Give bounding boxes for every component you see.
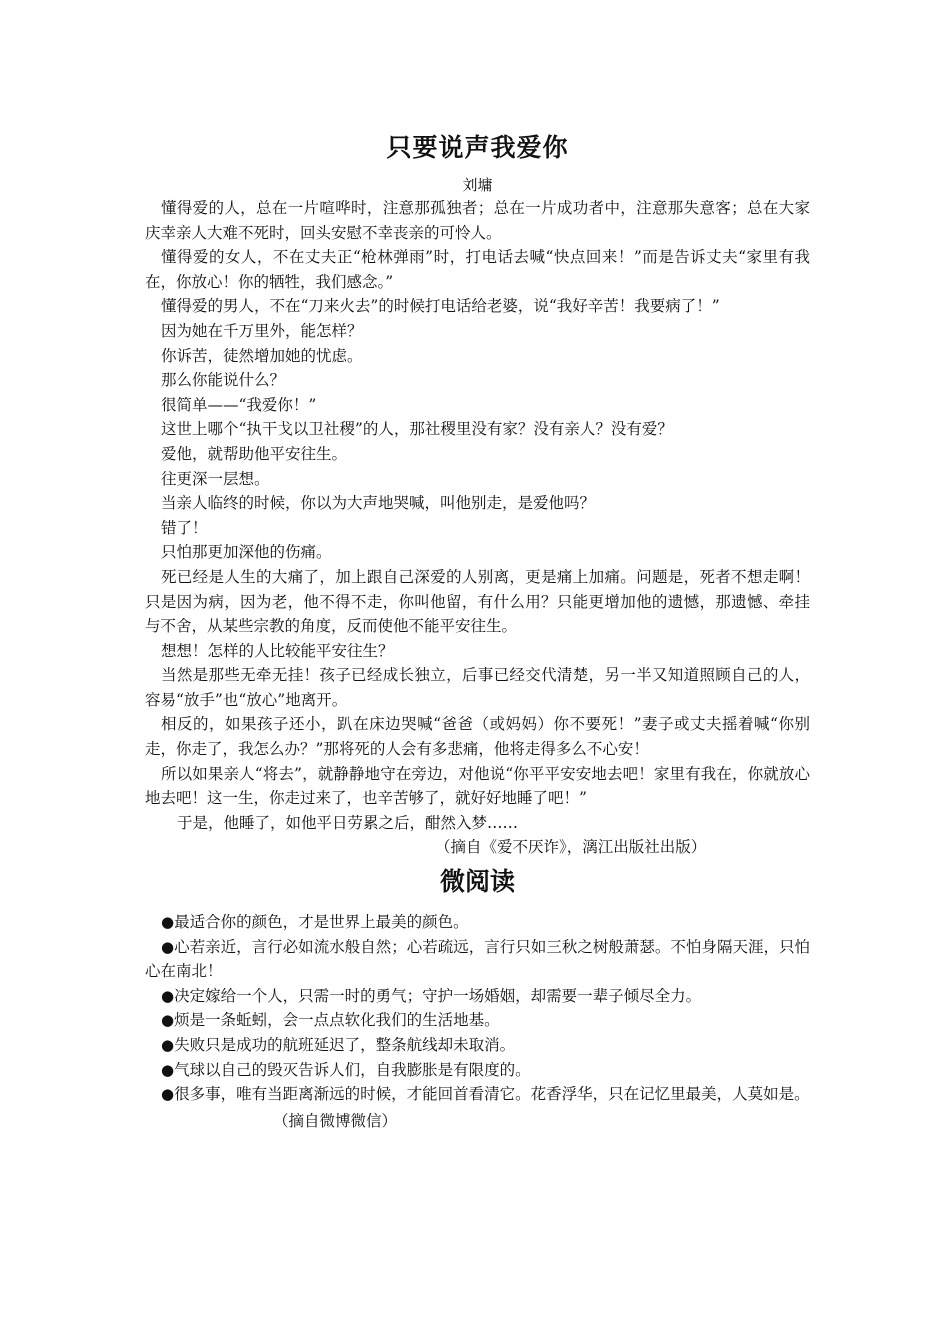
- list-item-text: 很多事，唯有当距离渐远的时候，才能回首看清它。花香浮华，只在记忆里最美，人莫如是。: [174, 1085, 810, 1104]
- list-item-text: 决定嫁给一个人，只需一时的勇气；守护一场婚姻，却需要一辈子倾尽全力。: [174, 986, 702, 1005]
- article-paragraph: 想想！怎样的人比较能平安往生？: [161, 641, 394, 660]
- article-paragraph: 当亲人临终的时候，你以为大声地哭喊，叫他别走，是爱他吗？: [161, 494, 596, 513]
- bullet-icon: ●: [161, 1085, 175, 1104]
- article-author: 刘墉: [462, 176, 493, 194]
- list-item: [145, 1008, 810, 1033]
- article-paragraph: 这世上哪个“执干戈以卫社稷”的人，那社稷里没有家？没有亲人？没有爱？: [161, 420, 673, 439]
- list-item-text: 最适合你的颜色，才是世界上最美的颜色。: [174, 913, 469, 932]
- article-paragraph: 那么你能说什么？: [161, 371, 286, 390]
- article-paragraph: 所以如果亲人“将去”，就静静地守在旁边，对他说“你平平安安地去吧！家里有我在，你就放心地去吧！这一生，你走过来了，也辛苦够了，就好好地睡了吧！”: [145, 764, 810, 808]
- bullet-icon: ●: [161, 1036, 175, 1054]
- article-paragraph: 错了！: [161, 518, 208, 537]
- bullet-icon: ●: [161, 913, 175, 932]
- list-item-text: 心若亲近，言行必如流水般自然；心若疏远，言行只如三秋之树般萧瑟。不怕身隔天涯，只怕心在南北！: [145, 937, 810, 981]
- list-item: [145, 1033, 810, 1058]
- article-paragraph: 于是，他睡了，如他平日劳累之后，酣然入梦……: [177, 813, 519, 832]
- article-paragraph: 死已经是人生的大痛了，加上跟自己深爱的人别离，更是痛上加痛。问题是，死者不想走啊！只是因为病，因为老，他不得不走，你叫他留，有什么用？只能更增加他的遗憾，那遗憾、牵挂与不舍，从某些宗教的角度，反而使他不能平安往生。: [145, 567, 810, 636]
- article-paragraph: 相反的，如果孩子还小，趴在床边哭喊“爸爸（或妈妈）你不要死！”妻子或丈夫摇着喊“你别走，你走了，我怎么办？”那将死的人会有多悲痛，他将走得多么不心安！: [145, 715, 810, 759]
- list-item: [145, 935, 810, 984]
- article-source: （摘自《爱不厌诈》，漓江出版社出版）: [435, 838, 707, 857]
- list-item-text: 气球以自己的毁灭告诉人们，自我膨胀是有限度的。: [174, 1060, 531, 1079]
- article-paragraph: 当然是那些无牵无挂！孩子已经成长独立，后事已经交代清楚，另一半又知道照顾自己的人，容易“放手”也“放心”地离开。: [145, 666, 810, 709]
- article-paragraph: 懂得爱的男人，不在“刀来火去”的时候打电话给老婆，说“我好辛苦！我要病了！”: [161, 297, 720, 316]
- document-page: [145, 128, 810, 1133]
- list-item: [145, 1082, 810, 1107]
- bullet-icon: ●: [161, 986, 175, 1005]
- list-item: [145, 910, 810, 935]
- article-paragraph: 爱他，就帮助他平安往生。: [161, 444, 348, 463]
- article-paragraph: 懂得爱的女人，不在丈夫正“枪林弹雨”时，打电话去喊“快点回来！”而是告诉丈夫“家里有我在，你放心！你的牺牲，我们感念。”: [145, 248, 810, 291]
- list-item-text: 烦是一条蚯蚓，会一点点软化我们的生活地基。: [174, 1011, 500, 1030]
- article-body: [145, 196, 810, 835]
- bullet-icon: ●: [161, 937, 175, 956]
- article-paragraph: 你诉苦，徒然增加她的忧虑。: [161, 346, 363, 365]
- article-paragraph: 只怕那更加深他的伤痛。: [161, 543, 332, 562]
- article-paragraph: 懂得爱的人，总在一片喧哗时，注意那孤独者；总在一片成功者中，注意那失意客；总在大家庆幸亲人大难不死时，回头安慰不幸丧亲的可怜人。: [145, 199, 810, 242]
- article-paragraph: 很简单——“我爱你！”: [161, 395, 317, 414]
- list-item-text: 失败只是成功的航班延迟了，整条航线却未取消。: [174, 1036, 516, 1054]
- bullet-icon: ●: [161, 1011, 175, 1030]
- list-item: [145, 1058, 810, 1083]
- article-paragraph: 往更深一层想。: [161, 469, 270, 488]
- bullet-icon: ●: [161, 1060, 175, 1079]
- micro-reading-list: [145, 910, 810, 1107]
- micro-reading-source: （摘自微博微信）: [273, 1111, 398, 1130]
- micro-reading-title: 微阅读: [439, 867, 515, 897]
- article-paragraph: 因为她在千万里外，能怎样？: [161, 321, 363, 340]
- list-item: [145, 984, 810, 1009]
- article-title: 只要说声我爱你: [386, 133, 569, 162]
